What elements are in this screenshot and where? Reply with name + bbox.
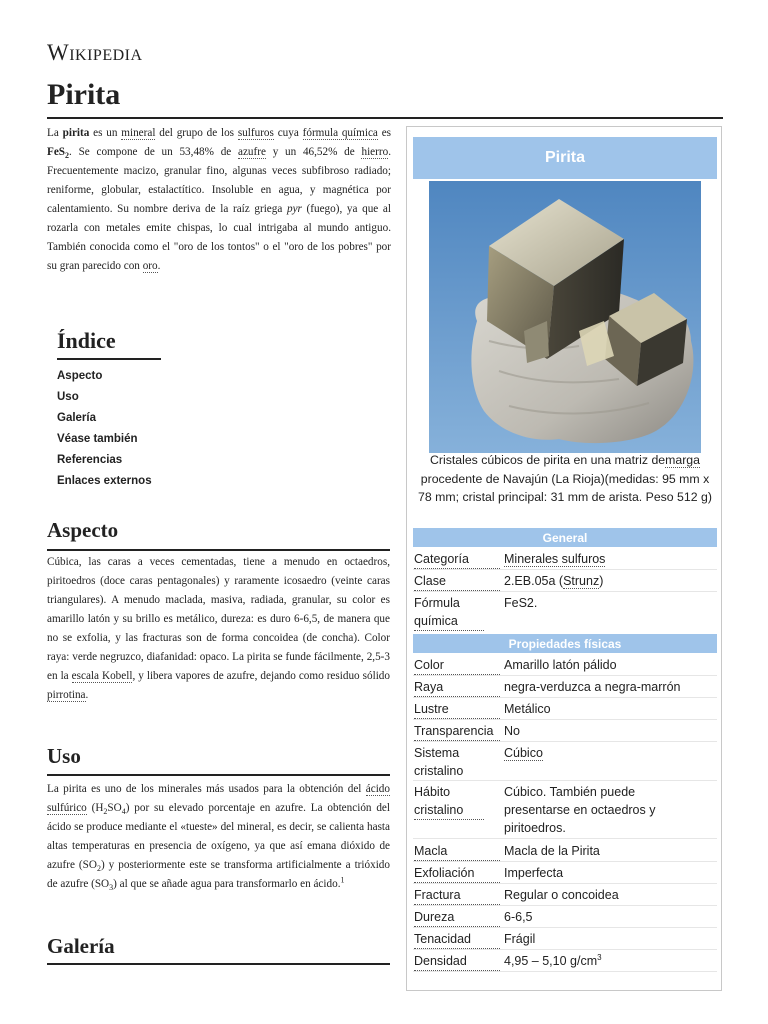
toc-divider: [57, 358, 161, 360]
link-sulfuros[interactable]: sulfuros: [237, 127, 274, 139]
value-lustre: Metálico: [504, 702, 551, 716]
link-oro[interactable]: oro: [142, 260, 158, 272]
toc-item-enlaces-externos[interactable]: Enlaces externos: [57, 475, 152, 487]
value-color: Amarillo latón pálido: [504, 658, 617, 672]
link-acido-sulfurico[interactable]: ácido sulfúrico: [47, 783, 390, 814]
row-divider: [413, 927, 717, 928]
row-divider: [413, 949, 717, 950]
label-habito-cristalino[interactable]: Hábito cristalino: [414, 783, 484, 820]
value-categoria[interactable]: Minerales sulfuros: [504, 552, 606, 566]
value-habito-cristalino: Cúbico. También puede presentarse en octaedros y piritoedros.: [504, 785, 656, 835]
value-formula: FeS2.: [504, 596, 538, 610]
label-lustre[interactable]: Lustre: [414, 700, 500, 719]
row-divider: [413, 591, 717, 592]
label-formula-quimica[interactable]: Fórmula química: [414, 594, 484, 631]
toc-title: Índice: [57, 328, 116, 353]
label-clase[interactable]: Clase: [414, 572, 500, 591]
section-divider-uso: [47, 774, 390, 776]
label-fractura[interactable]: Fractura: [414, 886, 500, 905]
link-marga[interactable]: marga: [665, 453, 700, 467]
link-formula-quimica[interactable]: fórmula química: [302, 127, 378, 139]
link-hierro[interactable]: hierro: [361, 146, 389, 158]
row-divider: [413, 675, 717, 676]
section-text-aspecto: Cúbica, las caras a veces cementadas, tiene a menudo en octaedros, piritoedros (doce caras pentagonales) y raramente icosaedro (veinte caras triangulares). A menudo maclada, masiva, radiada, granular, su color es amarillo latón y su brillo es metálico, dureza: es duro 6-6,5, de manera que no se exfolia, y las fracturas son de forma concoidea (de concha). Color raya: verde negruzco, diafanidad: opaco. La pirita se funde fácilmente, 2,5-3 en la escala Kobell, y libera vapores de azufre, dejando como residuo sólido pirrotina.: [47, 556, 390, 701]
toc-item-vease-tambien[interactable]: Véase también: [57, 433, 138, 445]
row-divider: [413, 861, 717, 862]
reference-1[interactable]: 1: [340, 875, 345, 885]
toc-item-aspecto[interactable]: Aspecto: [57, 370, 103, 382]
section-heading-uso: Uso: [47, 744, 81, 768]
value-sistema-cristalino[interactable]: Cúbico: [504, 746, 543, 760]
value-dureza: 6-6,5: [504, 910, 533, 924]
image-caption: Cristales cúbicos de pirita en una matriz demarga procedente de Navajún (La Rioja)(medidas: 95 mm x 78 mm; cristal principal: 31 mm de arista. Peso 512 g): [418, 453, 712, 504]
infobox-section-general: General: [413, 528, 717, 547]
row-divider: [413, 741, 717, 742]
link-escala-kobell[interactable]: escala Kobell: [71, 670, 133, 682]
value-densidad: 4,95 – 5,10 $g/cm^3$: [504, 952, 602, 968]
label-densidad[interactable]: Densidad: [414, 952, 500, 971]
lead-paragraph: La pirita es un mineral del grupo de los sulfuros cuya fórmula química es FeS$_2$. Se compone de un 53,48% de azufre y un 46,52% de hierro. Frecuentemente macizo, granular fino, algunas veces subfibroso radiado; reniforme, globular, estalactítico. Insoluble en agua, y magnética por calentamiento. Su nombre deriva de la raíz griega pyr (fuego), ya que al rozarla con metales emite chispas, lo cual intrigaba al mundo antiguo. También conocida como el "oro de los tontos" o el "oro de los pobres" por su gran parecido con oro.: [47, 127, 392, 272]
row-divider: [413, 838, 717, 839]
toc-item-referencias[interactable]: Referencias: [57, 454, 123, 466]
value-macla: Macla de la Pirita: [504, 844, 600, 858]
label-exfoliacion[interactable]: Exfoliación: [414, 864, 500, 883]
formula-fes2: FeS$_2$: [47, 146, 70, 161]
table-of-contents: [57, 328, 167, 492]
row-divider: [413, 780, 717, 781]
value-transparencia: No: [504, 724, 520, 738]
row-divider: [413, 905, 717, 906]
row-divider: [413, 697, 717, 698]
pyrite-image[interactable]: [429, 181, 701, 453]
lead-bold-term: pirita: [62, 127, 90, 139]
page-title: Pirita: [47, 78, 121, 111]
infobox-section-propiedades-fisicas: Propiedades físicas: [413, 634, 717, 653]
link-mineral[interactable]: mineral: [121, 127, 156, 139]
wikipedia-wordmark[interactable]: Wikipedia: [47, 40, 143, 65]
toc-item-galeria[interactable]: Galería: [57, 412, 96, 424]
row-divider: [413, 569, 717, 570]
label-tenacidad[interactable]: Tenacidad: [414, 930, 500, 949]
section-divider-aspecto: [47, 549, 390, 551]
link-azufre[interactable]: azufre: [238, 146, 266, 158]
infobox-row-habito-cristalino: [413, 783, 717, 837]
link-strunz[interactable]: Strunz: [563, 574, 600, 588]
title-divider: [47, 117, 723, 119]
link-pirrotina[interactable]: pirrotina: [47, 689, 86, 701]
pyrite-photo-icon: [429, 181, 701, 453]
section-text-uso: La pirita es uno de los minerales más usados para la obtención del ácido sulfúrico $(H_2SO_4)$ por su elevado porcentaje en azufre. La obtención del ácido se produce mediante el «tueste» del mineral, es decir, se calienta hasta altas temperaturas en presencia de oxígeno, ya que así emana dióxido de azufre $(SO_2)$ y posteriormente este se transforma artificialmente a trióxido de azufre $(SO_3)$ al que se añade agua para transformarlo en ácido.$^1$: [47, 783, 390, 893]
value-tenacidad: Frágil: [504, 932, 536, 946]
value-exfoliacion: Imperfecta: [504, 866, 564, 880]
row-divider: [413, 971, 717, 972]
infobox-row-sistema-cristalino: [413, 744, 717, 780]
section-heading-aspecto: Aspecto: [47, 518, 119, 542]
infobox: [406, 126, 722, 991]
value-fractura: Regular o concoidea: [504, 888, 619, 902]
row-divider: [413, 883, 717, 884]
infobox-row-formula: [413, 594, 717, 630]
section-divider-galeria: [47, 963, 390, 965]
label-dureza[interactable]: Dureza: [414, 908, 500, 927]
toc-item-uso[interactable]: Uso: [57, 391, 79, 403]
infobox-title: Pirita: [413, 137, 717, 179]
label-transparencia[interactable]: Transparencia: [414, 722, 500, 741]
label-raya[interactable]: Raya: [414, 678, 500, 697]
row-divider: [413, 719, 717, 720]
value-clase: 2.EB.05a (Strunz): [504, 574, 604, 588]
label-categoria[interactable]: Categoría: [414, 550, 500, 569]
value-raya: negra-verduzca a negra-marrón: [504, 680, 681, 694]
label-sistema-cristalino[interactable]: Sistema cristalino: [414, 744, 484, 781]
section-heading-galeria: Galería: [47, 934, 115, 958]
label-macla[interactable]: Macla: [414, 842, 500, 861]
label-color[interactable]: Color: [414, 656, 500, 675]
